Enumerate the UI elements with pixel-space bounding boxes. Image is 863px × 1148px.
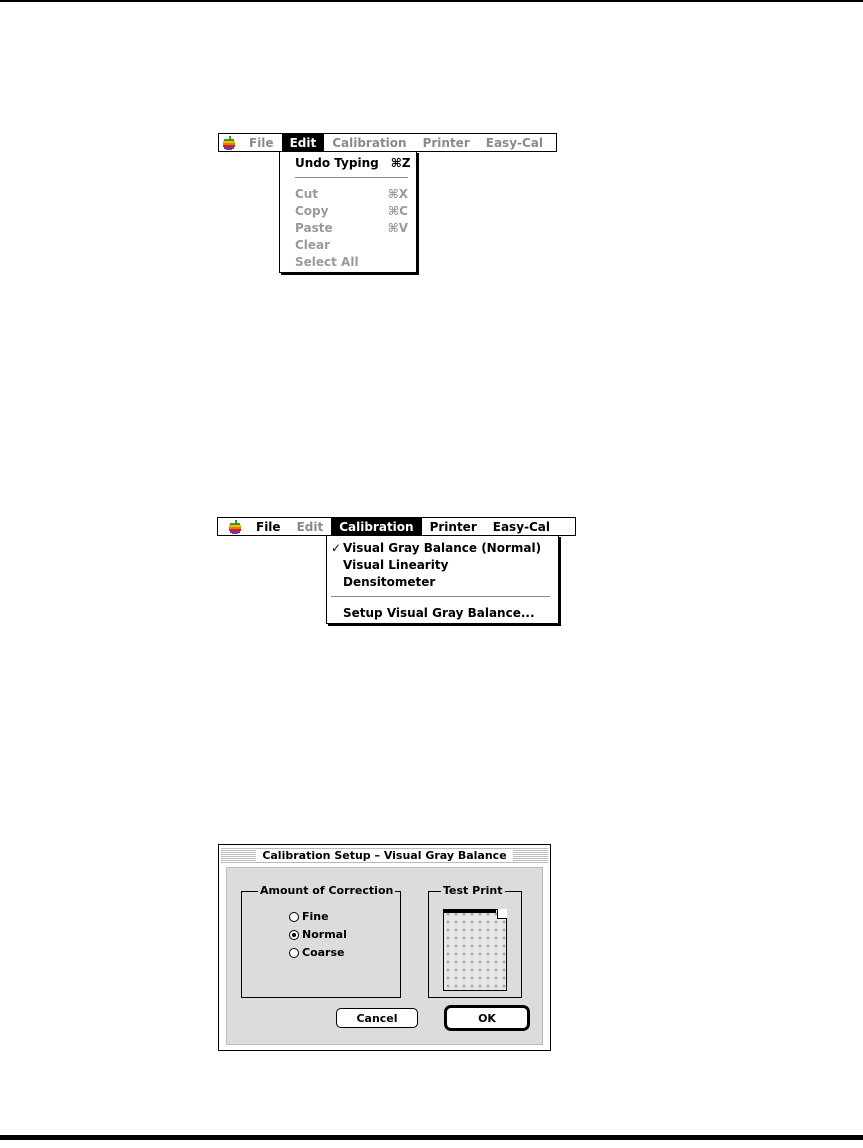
menu-bar-edit-open — [218, 133, 557, 152]
bottom-rule — [0, 1135, 863, 1140]
dialog-title-bar[interactable] — [221, 847, 548, 863]
menu-calibration[interactable]: Calibration — [332, 135, 407, 150]
radio-label-coarse: Coarse — [302, 946, 345, 959]
radio-label-normal: Normal — [302, 928, 347, 941]
menu-printer[interactable]: Printer — [429, 519, 477, 534]
menu-edit[interactable]: Edit — [296, 519, 324, 534]
menu-edit[interactable]: Edit — [282, 134, 325, 151]
test-print-page-icon — [443, 909, 507, 991]
menu-easy-cal[interactable]: Easy-Cal — [492, 519, 551, 534]
radio-normal[interactable] — [289, 928, 347, 941]
radio-button[interactable] — [289, 948, 299, 958]
checkmark-icon: ✓ — [331, 540, 342, 555]
menu-item-clear[interactable]: Clear — [295, 237, 331, 252]
top-rule — [0, 0, 863, 2]
menu-item-undo-typing[interactable]: Undo Typing ⌘Z — [295, 155, 411, 170]
correction-group — [241, 884, 401, 998]
dialog-body — [226, 867, 543, 1045]
menu-item-visual-gray-balance[interactable]: ✓ Visual Gray Balance (Normal) — [331, 540, 542, 555]
menu-item-setup-visual-gray-balance[interactable]: Setup Visual Gray Balance... — [343, 605, 535, 620]
page-fold-icon — [497, 909, 507, 919]
apple-rainbow-icon — [222, 135, 236, 150]
calibration-setup-dialog — [218, 844, 551, 1051]
radio-button-selected[interactable] — [289, 930, 299, 940]
menu-separator — [331, 596, 550, 597]
edit-dropdown — [279, 151, 417, 273]
cancel-button[interactable]: Cancel — [336, 1008, 418, 1028]
radio-button[interactable] — [289, 912, 299, 922]
menu-separator — [295, 177, 408, 178]
radio-coarse[interactable] — [289, 946, 345, 959]
menu-item-densitometer[interactable]: Densitometer — [343, 574, 436, 589]
menu-easy-cal[interactable]: Easy-Cal — [485, 135, 544, 150]
test-print-group — [428, 884, 522, 998]
menu-bar-calibration-open — [217, 517, 576, 536]
menu-file[interactable]: File — [256, 519, 281, 534]
apple-menu[interactable] — [218, 518, 248, 535]
correction-group-title: Amount of Correction — [260, 884, 394, 897]
ok-button[interactable]: OK — [444, 1005, 530, 1031]
dialog-title: Calibration Setup – Visual Gray Balance — [256, 849, 512, 862]
test-print-group-title: Test Print — [443, 884, 503, 897]
menu-file[interactable]: File — [249, 135, 274, 150]
apple-rainbow-icon — [228, 519, 242, 534]
menu-item-visual-linearity[interactable]: Visual Linearity — [343, 557, 449, 572]
menu-printer[interactable]: Printer — [422, 135, 470, 150]
menu-item-paste[interactable]: Paste ⌘V — [295, 220, 408, 235]
menu-item-copy[interactable]: Copy ⌘C — [295, 203, 408, 218]
radio-label-fine: Fine — [302, 910, 329, 923]
menu-item-cut[interactable]: Cut ⌘X — [295, 186, 408, 201]
menu-calibration[interactable]: Calibration — [331, 518, 421, 535]
calibration-dropdown — [326, 535, 559, 624]
menu-item-select-all[interactable]: Select All — [295, 254, 359, 269]
radio-fine[interactable] — [289, 910, 329, 923]
apple-menu[interactable] — [219, 134, 241, 151]
